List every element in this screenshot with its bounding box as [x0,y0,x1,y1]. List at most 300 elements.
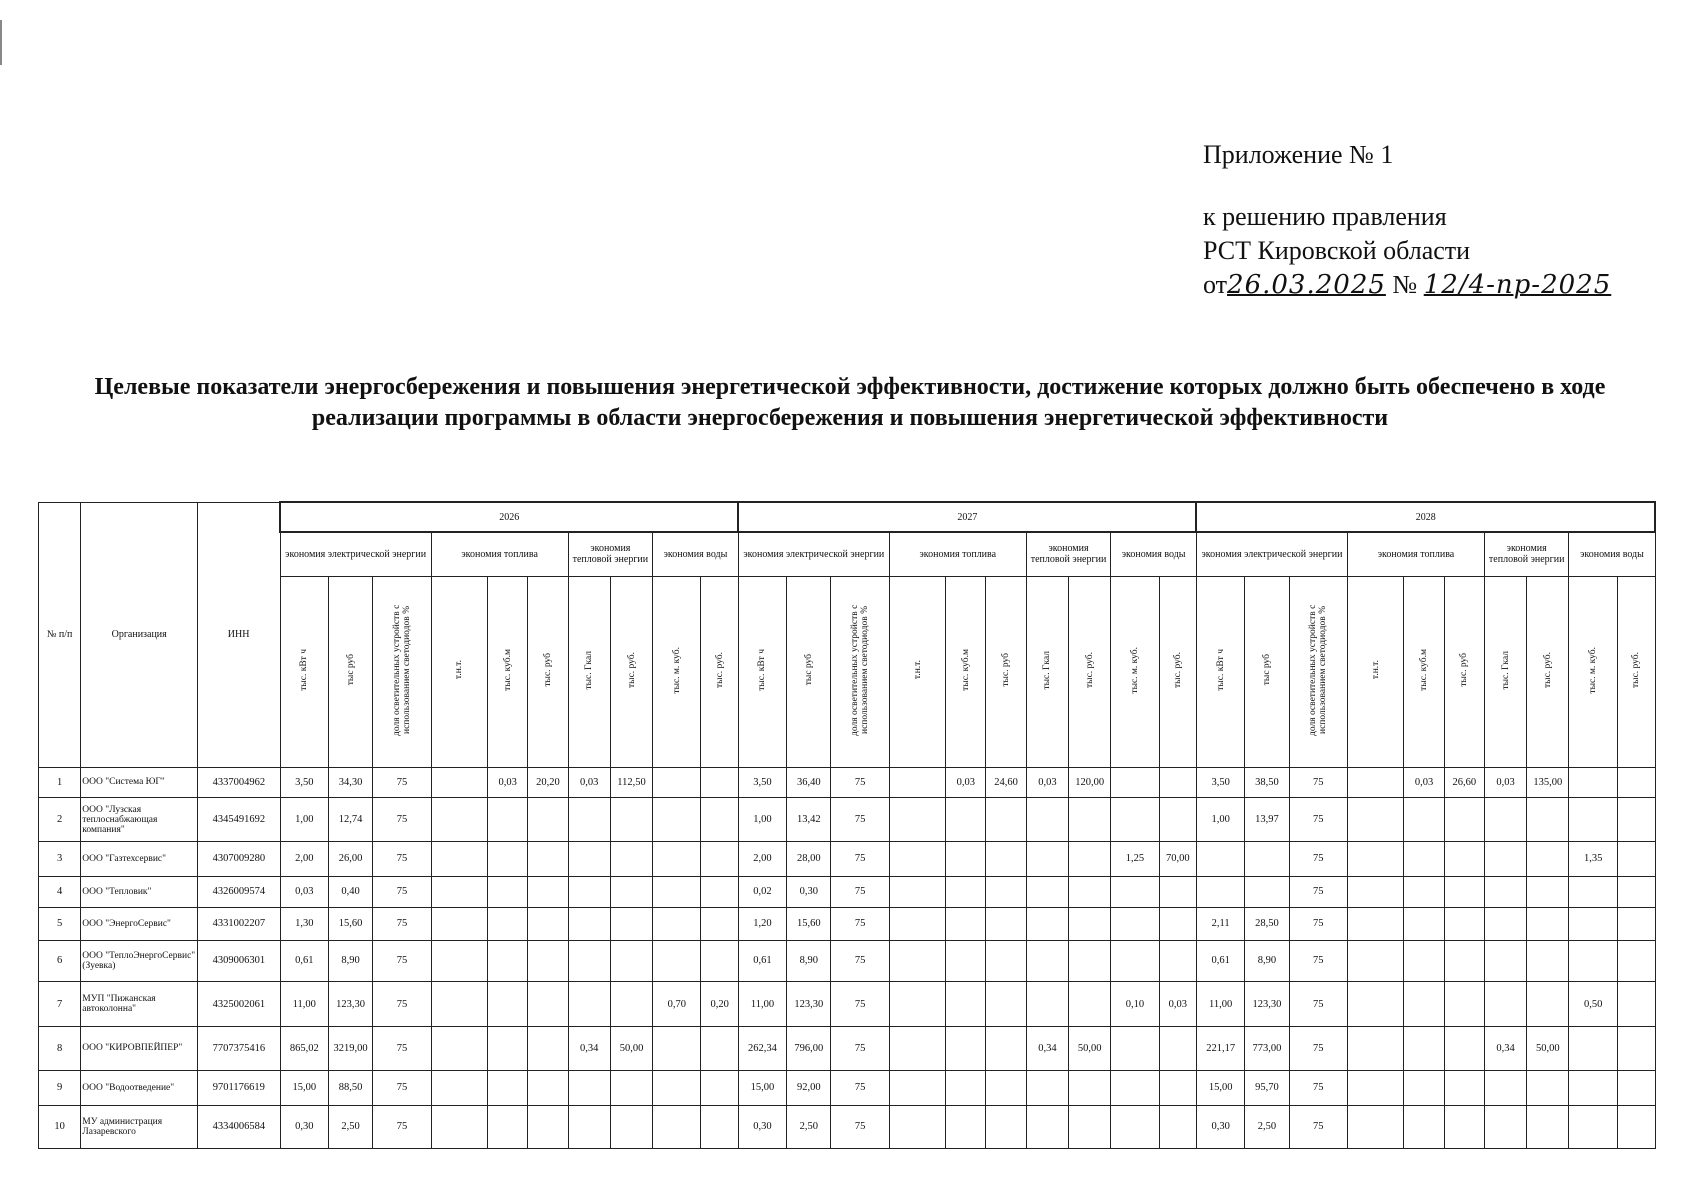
cell-organization: ООО "Тепловик" [81,876,198,907]
header-unit-m3-2027 [946,576,986,767]
cell-value [889,981,945,1026]
cell-value [1617,981,1655,1026]
header-unit-gcal-2028 [1484,576,1526,767]
cell-num: 4 [39,876,81,907]
cell-value: 1,20 [738,907,786,940]
cell-value [653,876,701,907]
header-unit-label: т.н.т. [912,660,923,680]
header-unit-label: тыс руб [345,654,356,686]
cell-value: 50,00 [610,1027,652,1070]
cell-value [889,798,945,841]
header-unit-label: тыс. кВт ч [1215,649,1226,691]
header-unit-tnt-2027 [889,576,945,767]
cell-value [528,981,568,1026]
cell-value [1484,907,1526,940]
cell-value: 75 [373,1105,431,1148]
cell-value: 75 [373,841,431,876]
cell-num: 3 [39,841,81,876]
header-group-elec-2027: экономия электрической энергии [738,532,889,576]
cell-value [1196,876,1244,907]
header-unit-rub3-2028 [1527,576,1569,767]
cell-value [1069,907,1111,940]
cell-value [610,940,652,981]
indicators-table-wrapper [38,501,1656,1149]
header-group-heat-2027: экономия тепловой энергии [1026,532,1111,576]
cell-value [1026,981,1068,1026]
header-group-elec-2026: экономия электрической энергии [280,532,431,576]
cell-value [1617,798,1655,841]
cell-value: 26,60 [1444,767,1484,798]
cell-value [1404,1070,1444,1105]
header-unit-tnt-2026 [431,576,487,767]
cell-value [568,1070,610,1105]
appendix-block [1203,138,1633,302]
cell-value [1444,1027,1484,1070]
cell-value: 0,50 [1569,981,1617,1026]
cell-value: 75 [373,876,431,907]
cell-value [1026,907,1068,940]
cell-value [653,1105,701,1148]
cell-value [1348,1105,1404,1148]
cell-value [610,798,652,841]
header-group-fuel-2028: экономия топлива [1348,532,1485,576]
cell-value [1404,940,1444,981]
header-unit-label: тыс. куб.м [1419,649,1430,691]
cell-inn: 7707375416 [198,1027,281,1070]
cell-value: 38,50 [1245,767,1289,798]
cell-value [1159,1070,1196,1105]
cell-value [1569,907,1617,940]
table-row [39,981,1656,1026]
cell-value: 15,00 [280,1070,328,1105]
header-unit-label: тыс. Гкал [1042,650,1053,690]
cell-value [1569,940,1617,981]
cell-value: 0,03 [1159,981,1196,1026]
appendix-number: Приложение № 1 [1203,140,1394,169]
cell-value: 75 [1289,981,1347,1026]
cell-value: 12,74 [328,798,372,841]
header-unit-tnt-2028 [1348,576,1404,767]
cell-value: 0,30 [1196,1105,1244,1148]
cell-value [986,1105,1026,1148]
appendix-no: № [1392,270,1418,299]
appendix-authority: РСТ Кировской области [1203,236,1471,265]
cell-value: 8,90 [1245,940,1289,981]
cell-value [610,841,652,876]
header-unit-rub3-2026 [610,576,652,767]
cell-value: 75 [373,798,431,841]
cell-value [1069,876,1111,907]
cell-value [1484,1070,1526,1105]
cell-value [653,1027,701,1070]
cell-value: 0,03 [946,767,986,798]
cell-value [1159,1105,1196,1148]
cell-value [701,1070,738,1105]
cell-value [1026,798,1068,841]
cell-value [488,841,528,876]
header-unit-rub2-2028 [1444,576,1484,767]
appendix-date-line [1203,268,1633,302]
header-unit-gcal-2027 [1026,576,1068,767]
cell-value [1111,767,1159,798]
header-group-water-2028: экономия воды [1569,532,1655,576]
header-unit-rub2-2026 [528,576,568,767]
cell-value [1404,841,1444,876]
cell-value: 1,35 [1569,841,1617,876]
cell-value [1569,1027,1617,1070]
cell-value: 75 [831,876,889,907]
cell-value: 8,90 [328,940,372,981]
cell-value: 3,50 [1196,767,1244,798]
cell-value [1348,876,1404,907]
indicators-table [38,501,1656,1149]
cell-value [488,1027,528,1070]
cell-value: 2,50 [787,1105,831,1148]
cell-value [889,1105,945,1148]
header-unit-label: тыс. руб. [1084,652,1095,688]
cell-value [1444,841,1484,876]
cell-value: 88,50 [328,1070,372,1105]
cell-value [1484,798,1526,841]
cell-value [1527,876,1569,907]
header-unit-kwh-2027 [738,576,786,767]
cell-organization: ООО "ЭнергоСервис" [81,907,198,940]
cell-value [1159,798,1196,841]
cell-value: 13,42 [787,798,831,841]
header-unit-label: тыс. Гкал [584,650,595,690]
header-unit-rub-2026 [328,576,372,767]
cell-value: 75 [831,767,889,798]
cell-organization: МУП "Пижанская автоколонна" [81,981,198,1026]
header-group-heat-2026: экономия тепловой энергии [568,532,653,576]
cell-value: 0,03 [568,767,610,798]
scan-edge-mark [0,20,2,65]
cell-value: 15,60 [787,907,831,940]
cell-value: 123,30 [787,981,831,1026]
header-unit-rub2-2027 [986,576,1026,767]
header-unit-label: тыс руб [803,654,814,686]
cell-value: 0,02 [738,876,786,907]
cell-value: 0,03 [488,767,528,798]
header-unit-rub-2027 [787,576,831,767]
header-unit-label: тыс. руб. [1172,652,1183,688]
cell-value [1026,1105,1068,1148]
header-unit-label: доля осветительных устройств с использованием светодиодов % [850,604,871,736]
cell-value: 50,00 [1527,1027,1569,1070]
cell-value: 75 [1289,841,1347,876]
header-unit-label: тыс. руб [1001,653,1012,687]
cell-inn: 4337004962 [198,767,281,798]
header-unit-wm3-2028 [1569,576,1617,767]
cell-value [1404,1105,1444,1148]
cell-value [986,1070,1026,1105]
header-unit-label: тыс. кВт ч [757,649,768,691]
header-unit-m3-2028 [1404,576,1444,767]
cell-value: 0,61 [280,940,328,981]
cell-value: 0,30 [280,1105,328,1148]
cell-value: 75 [373,1070,431,1105]
cell-value: 0,03 [1026,767,1068,798]
cell-value: 15,00 [738,1070,786,1105]
table-row [39,907,1656,940]
cell-value: 3,50 [280,767,328,798]
cell-value [1404,876,1444,907]
cell-value: 75 [831,907,889,940]
cell-value: 1,00 [1196,798,1244,841]
header-unit-label: тыс. куб.м [502,649,513,691]
cell-value [431,1070,487,1105]
cell-value: 50,00 [1069,1027,1111,1070]
cell-value [701,767,738,798]
cell-value: 2,50 [1245,1105,1289,1148]
cell-value [1527,981,1569,1026]
header-organization: Организация [81,502,198,767]
cell-value [568,940,610,981]
header-unit-label: тыс. м. куб. [671,646,682,694]
header-unit-kwh-2028 [1196,576,1244,767]
cell-value: 75 [373,940,431,981]
cell-value: 796,00 [787,1027,831,1070]
cell-value: 123,30 [328,981,372,1026]
cell-value [528,1105,568,1148]
header-unit-label: тыс. куб.м [960,649,971,691]
cell-value [528,841,568,876]
header-unit-label: тыс. кВт ч [299,649,310,691]
cell-value [1069,1070,1111,1105]
cell-value [1484,841,1526,876]
cell-value [568,1105,610,1148]
cell-value: 8,90 [787,940,831,981]
table-row [39,1105,1656,1148]
header-unit-label: тыс. руб. [714,652,725,688]
cell-value [889,907,945,940]
cell-value [1404,981,1444,1026]
cell-value [889,1027,945,1070]
cell-value [986,981,1026,1026]
cell-value [1348,981,1404,1026]
table-row [39,876,1656,907]
header-unit-label: тыс. руб. [626,652,637,688]
handwritten-number: 12/4-пр-2025 [1423,270,1612,300]
cell-value [653,907,701,940]
header-unit-rub-2028 [1245,576,1289,767]
cell-value [1348,841,1404,876]
cell-value [1404,907,1444,940]
cell-value [568,841,610,876]
cell-organization: ООО "Газтехсервис" [81,841,198,876]
cell-inn: 4331002207 [198,907,281,940]
cell-value: 3219,00 [328,1027,372,1070]
cell-value: 0,03 [1404,767,1444,798]
cell-value [1617,1027,1655,1070]
cell-value [431,1105,487,1148]
cell-num: 5 [39,907,81,940]
cell-value [1348,767,1404,798]
cell-value: 75 [373,907,431,940]
cell-value [528,876,568,907]
cell-value: 75 [831,841,889,876]
cell-value: 75 [831,981,889,1026]
cell-value: 0,61 [1196,940,1244,981]
table-row [39,940,1656,981]
header-unit-led-2028 [1289,576,1347,767]
cell-value [889,940,945,981]
header-unit-kwh-2026 [280,576,328,767]
cell-value: 75 [831,798,889,841]
cell-value [701,1105,738,1148]
cell-value: 75 [1289,876,1347,907]
cell-value [889,841,945,876]
table-row [39,1070,1656,1105]
cell-num: 10 [39,1105,81,1148]
header-unit-wm3-2026 [653,576,701,767]
cell-value [568,907,610,940]
cell-value [1444,907,1484,940]
header-year-2026: 2026 [280,502,738,532]
header-group-fuel-2027: экономия топлива [889,532,1026,576]
cell-value [1245,876,1289,907]
cell-value: 120,00 [1069,767,1111,798]
cell-value: 0,70 [653,981,701,1026]
cell-value [568,981,610,1026]
header-unit-label: т.н.т. [1370,660,1381,680]
cell-value: 112,50 [610,767,652,798]
cell-value [1111,798,1159,841]
cell-value [1026,876,1068,907]
cell-value [488,1070,528,1105]
cell-value [889,767,945,798]
header-unit-label: тыс. м. куб. [1588,646,1599,694]
cell-value [946,1070,986,1105]
cell-num: 7 [39,981,81,1026]
cell-value: 0,34 [568,1027,610,1070]
cell-value [1069,1105,1111,1148]
cell-value [946,1105,986,1148]
cell-inn: 4334006584 [198,1105,281,1148]
cell-value [431,981,487,1026]
cell-organization: ООО "ТеплоЭнергоСервис" (Зуевка) [81,940,198,981]
cell-value: 1,00 [738,798,786,841]
cell-value [1404,1027,1444,1070]
cell-value [986,1027,1026,1070]
cell-value [568,798,610,841]
table-row [39,841,1656,876]
cell-value [1484,1105,1526,1148]
cell-value: 1,30 [280,907,328,940]
cell-value [986,940,1026,981]
cell-value: 28,50 [1245,907,1289,940]
cell-value [1069,981,1111,1026]
cell-value [1111,940,1159,981]
cell-value [610,1070,652,1105]
cell-value: 0,40 [328,876,372,907]
cell-inn: 4345491692 [198,798,281,841]
cell-value [1069,841,1111,876]
cell-value: 2,11 [1196,907,1244,940]
cell-value [653,841,701,876]
cell-value [1026,1070,1068,1105]
cell-value [1111,907,1159,940]
cell-value [431,876,487,907]
cell-value: 95,70 [1245,1070,1289,1105]
header-num: № п/п [39,502,81,767]
cell-organization: ООО "Водоотведение" [81,1070,198,1105]
cell-value [431,798,487,841]
cell-value: 92,00 [787,1070,831,1105]
cell-value [431,1027,487,1070]
header-group-water-2026: экономия воды [653,532,739,576]
cell-value [946,841,986,876]
header-group-heat-2028: экономия тепловой энергии [1484,532,1569,576]
cell-value [986,907,1026,940]
cell-value: 123,30 [1245,981,1289,1026]
appendix-decision: к решению правления [1203,202,1447,231]
cell-value [528,798,568,841]
cell-value: 2,00 [738,841,786,876]
cell-value: 75 [1289,1027,1347,1070]
cell-value [1348,907,1404,940]
cell-value: 262,34 [738,1027,786,1070]
cell-value [431,940,487,981]
cell-value [1484,876,1526,907]
cell-value [1348,798,1404,841]
cell-value [701,876,738,907]
cell-value [1617,907,1655,940]
cell-value [488,940,528,981]
cell-value [488,981,528,1026]
cell-value [1444,940,1484,981]
header-unit-gcal-2026 [568,576,610,767]
cell-value: 11,00 [1196,981,1244,1026]
cell-value [1404,798,1444,841]
cell-value [1569,798,1617,841]
cell-value: 0,03 [280,876,328,907]
cell-value: 0,30 [787,876,831,907]
cell-value [1444,798,1484,841]
cell-inn: 4326009574 [198,876,281,907]
header-unit-led-2026 [373,576,431,767]
cell-value [653,1070,701,1105]
cell-value: 0,34 [1484,1027,1526,1070]
cell-value [528,1027,568,1070]
cell-value: 11,00 [738,981,786,1026]
header-unit-rub4-2026 [701,576,738,767]
header-group-elec-2028: экономия электрической энергии [1196,532,1347,576]
cell-value [986,798,1026,841]
cell-value: 1,00 [280,798,328,841]
cell-value [701,1027,738,1070]
cell-value: 75 [1289,1105,1347,1148]
cell-value [1159,1027,1196,1070]
header-unit-label: тыс. руб. [1631,652,1642,688]
cell-value: 11,00 [280,981,328,1026]
cell-value [1569,767,1617,798]
cell-value [1026,841,1068,876]
cell-value: 0,61 [738,940,786,981]
cell-value: 75 [831,1027,889,1070]
handwritten-date: 26.03.2025 [1227,270,1386,300]
cell-value [1026,940,1068,981]
header-unit-label: тыс. руб [542,653,553,687]
cell-value [1069,940,1111,981]
cell-value [701,940,738,981]
cell-value [1617,940,1655,981]
cell-value [1484,940,1526,981]
cell-value: 3,50 [738,767,786,798]
cell-inn: 4325002061 [198,981,281,1026]
cell-value: 75 [373,981,431,1026]
cell-value: 75 [373,1027,431,1070]
